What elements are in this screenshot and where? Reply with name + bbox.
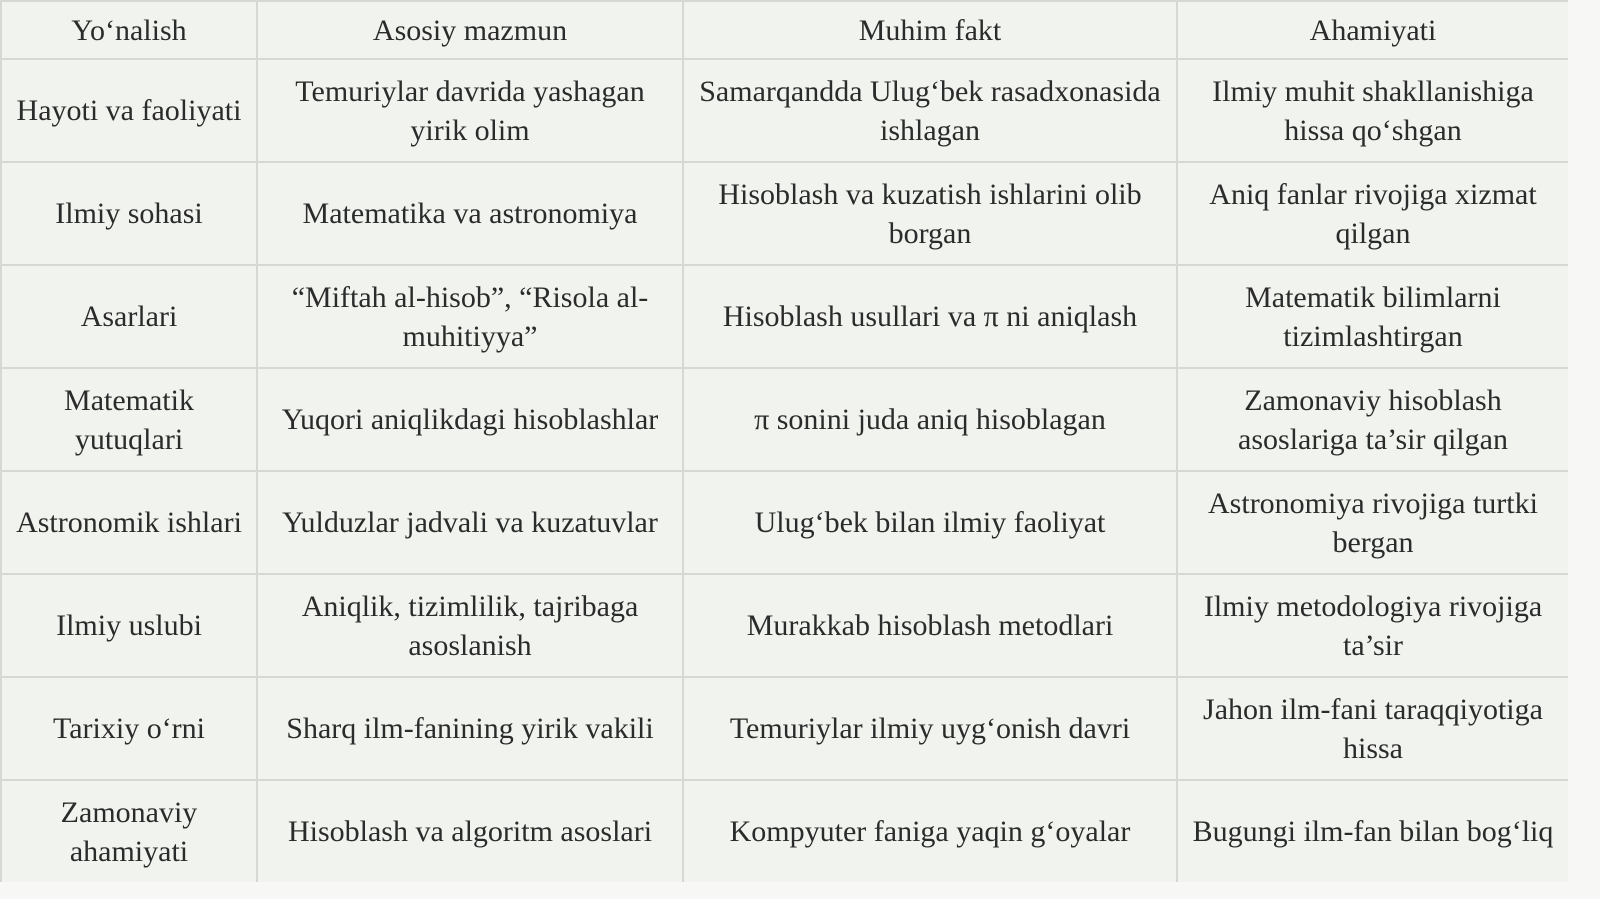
table-cell: Matematika va astronomiya bbox=[257, 162, 683, 265]
table-cell: Sharq ilm-fanining yirik vakili bbox=[257, 677, 683, 780]
table-cell: Ilmiy muhit shakllanishiga hissa qo‘shgan bbox=[1177, 59, 1569, 162]
table-cell: Temuriylar ilmiy uyg‘onish davri bbox=[683, 677, 1177, 780]
column-header-yonalish: Yo‘nalish bbox=[1, 1, 257, 59]
table-cell: Hayoti va faoliyati bbox=[1, 59, 257, 162]
table-row bbox=[1, 574, 1569, 677]
table-cell: Yuqori aniqlikdagi hisoblashlar bbox=[257, 368, 683, 471]
table-cell: Jahon ilm-fani taraqqiyotiga hissa bbox=[1177, 677, 1569, 780]
table-cell: Ulug‘bek bilan ilmiy faoliyat bbox=[683, 471, 1177, 574]
table-row bbox=[1, 59, 1569, 162]
column-header-muhim-fakt: Muhim fakt bbox=[683, 1, 1177, 59]
table-header-row bbox=[1, 1, 1569, 59]
table-cell: Aniqlik, tizimlilik, tajribaga asoslanish bbox=[257, 574, 683, 677]
table-row bbox=[1, 780, 1569, 883]
table-cell: Hisoblash va algoritm asoslari bbox=[257, 780, 683, 883]
table-row bbox=[1, 368, 1569, 471]
table-cell: Asarlari bbox=[1, 265, 257, 368]
table-cell: “Miftah al-hisob”, “Risola al-muhitiyya” bbox=[257, 265, 683, 368]
column-header-ahamiyati: Ahamiyati bbox=[1177, 1, 1569, 59]
table-row bbox=[1, 265, 1569, 368]
table-cell: Hisoblash usullari va π ni aniqlash bbox=[683, 265, 1177, 368]
table-row bbox=[1, 162, 1569, 265]
table-cell: Zamonaviy hisoblash asoslariga ta’sir qilgan bbox=[1177, 368, 1569, 471]
table-cell: Tarixiy o‘rni bbox=[1, 677, 257, 780]
table-cell: Matematik yutuqlari bbox=[1, 368, 257, 471]
table-cell: Zamonaviy ahamiyati bbox=[1, 780, 257, 883]
page-margin-right bbox=[1568, 0, 1600, 899]
table-cell: Ilmiy uslubi bbox=[1, 574, 257, 677]
table-cell: Ilmiy sohasi bbox=[1, 162, 257, 265]
table-cell: Kompyuter faniga yaqin g‘oyalar bbox=[683, 780, 1177, 883]
table-cell: Bugungi ilm-fan bilan bog‘liq bbox=[1177, 780, 1569, 883]
table-cell: Yulduzlar jadvali va kuzatuvlar bbox=[257, 471, 683, 574]
table-cell: Astronomiya rivojiga turtki bergan bbox=[1177, 471, 1569, 574]
table-cell: Murakkab hisoblash metodlari bbox=[683, 574, 1177, 677]
table-cell: Aniq fanlar rivojiga xizmat qilgan bbox=[1177, 162, 1569, 265]
table-cell: Ilmiy metodologiya rivojiga ta’sir bbox=[1177, 574, 1569, 677]
table-cell: Samarqandda Ulug‘bek rasadxonasida ishlagan bbox=[683, 59, 1177, 162]
table-cell: Matematik bilimlarni tizimlashtirgan bbox=[1177, 265, 1569, 368]
table-cell: Temuriylar davrida yashagan yirik olim bbox=[257, 59, 683, 162]
table-cell: Astronomik ishlari bbox=[1, 471, 257, 574]
table-row bbox=[1, 677, 1569, 780]
column-header-asosiy-mazmun: Asosiy mazmun bbox=[257, 1, 683, 59]
table-row bbox=[1, 471, 1569, 574]
page-margin-bottom bbox=[0, 882, 1600, 899]
table-cell: Hisoblash va kuzatish ishlarini olib borgan bbox=[683, 162, 1177, 265]
table-cell: π sonini juda aniq hisoblagan bbox=[683, 368, 1177, 471]
